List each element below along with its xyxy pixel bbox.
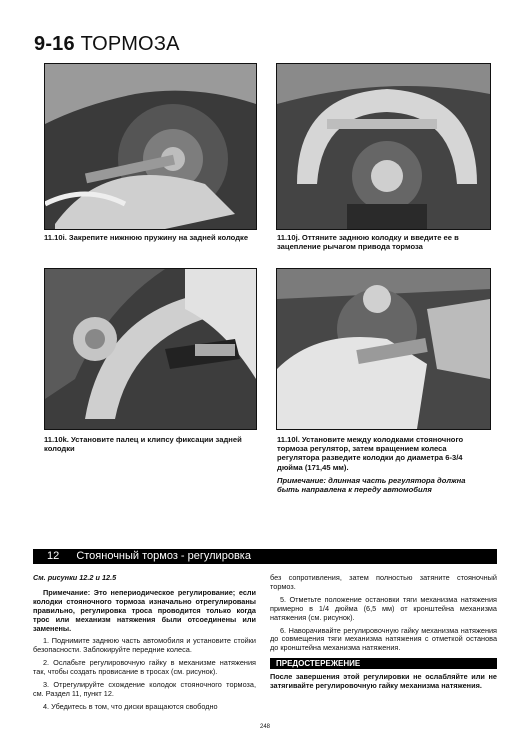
step-2: 2. Ослабьте регулировочную гайку в механизме натяжения так, чтобы создать провисание в тросах (см. рисунок). — [33, 658, 256, 677]
warning-heading: ПРЕДОСТЕРЕЖЕНИЕ — [270, 658, 497, 669]
figure-caption-note: Примечание: длинная часть регулятора должна быть направлена к переду автомобиля — [277, 475, 466, 495]
figure-caption-text: 11.10l. Установите между колодками стояночного тормоза регулятор, затем вращением колеса регулятора разведите колодки до диаметра 6-3/4 дюйма (171,45 мм). — [277, 435, 464, 472]
figure-photo-11-10k — [44, 268, 257, 430]
figure-caption-11-10k: 11.10k. Установите палец и клипсу фиксации задней колодки — [44, 435, 242, 454]
figure-caption-11-10l — [277, 435, 490, 494]
section-number: 12 — [47, 550, 60, 562]
warning-text: После завершения этой регулировки не ослабляйте или не затягивайте регулировочную гайку механизма натяжения. — [270, 672, 497, 691]
section-heading — [33, 549, 497, 564]
step-3: 3. Отрегулируйте схождение колодок стояночного тормоза, см. Раздел 11, пункт 12. — [33, 680, 256, 698]
body-left-column — [33, 574, 256, 716]
adjustment-note: Примечание: Это непериодическое регулирование; если колодки стояночного тормоза изначально отрегулированы правильно, регулировка троса проводится только когда трос или механизм натяжения были отсоединены или заменены. — [33, 587, 256, 633]
body-right-column — [270, 574, 497, 695]
figure-photo-11-10l — [276, 268, 491, 430]
chapter-title: ТОРМОЗА — [80, 33, 180, 55]
step-4: 4. Убедитесь в том, что диски вращаются свободно — [43, 701, 218, 711]
figure-caption-11-10j: 11.10j. Оттяните заднюю колодку и введите ее в зацепление рычагом привода тормоза — [277, 233, 459, 252]
see-figures-reference: См. рисунки 12.2 и 12.5 — [33, 573, 117, 582]
chapter-number: 9-16 — [34, 33, 75, 55]
figure-photo-11-10i — [44, 63, 257, 230]
step-6: 6. Наворачивайте регулировочную гайку механизма натяжения до совмещения тяги механизма натяжения с отметкой останова до кронштейна механизма натяжения. — [270, 625, 497, 653]
step-5: 5. Отметьте положение остановки тяги механизма натяжения примерно в 1/4 дюйма (6,5 мм) от кронштейна механизма натяжения (см. рисунок). — [270, 594, 497, 622]
page-number: 248 — [259, 724, 270, 730]
page-header — [34, 33, 180, 55]
figure-photo-11-10j — [276, 63, 491, 230]
figure-caption-11-10i: 11.10i. Закрепите нижнюю пружину на задней колодке — [44, 233, 249, 242]
step-4-continuation: без сопротивления, затем полностью затяните стояночный тормоз. — [270, 573, 497, 591]
step-1: 1. Поднимите заднюю часть автомобиля и установите стойки безопасности. Заблокируйте передние колеса. — [33, 636, 256, 655]
section-title: Стояночный тормоз - регулировка — [76, 550, 251, 562]
